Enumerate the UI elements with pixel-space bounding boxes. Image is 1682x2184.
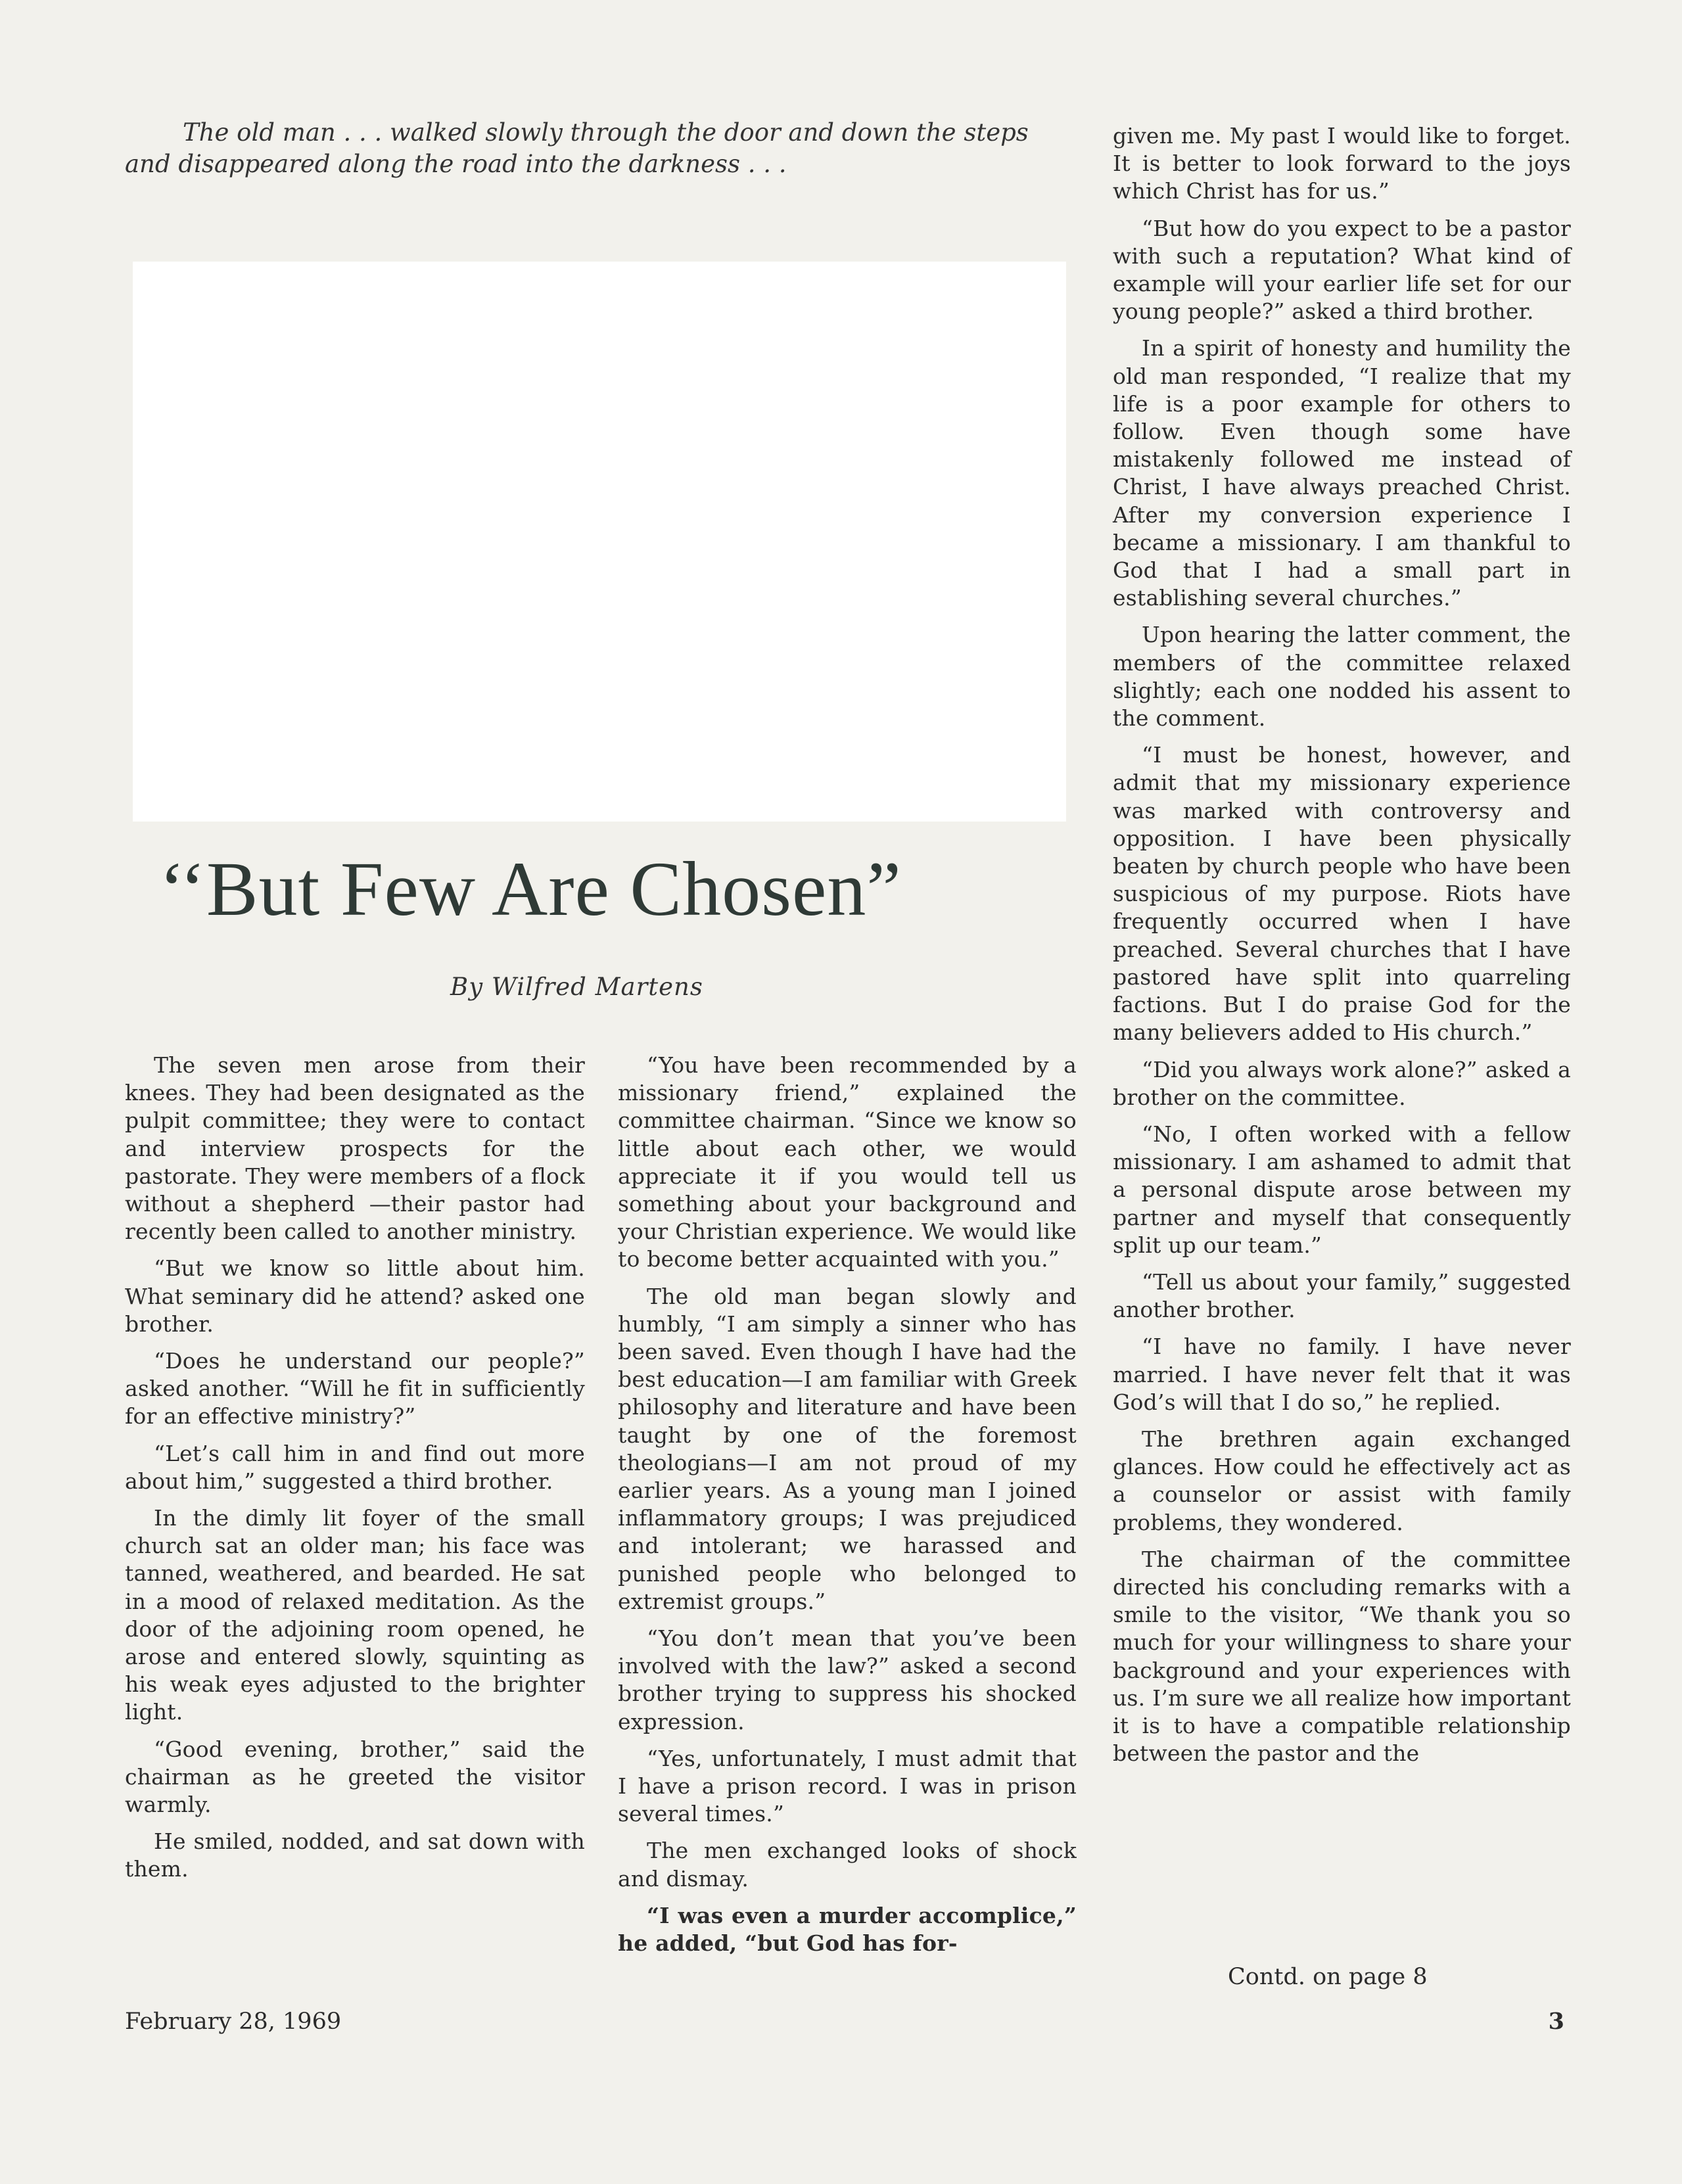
- paragraph: “You don’t mean that you’ve been involved with the law?” asked a second brother trying to suppress his shocked expression.: [618, 1625, 1077, 1734]
- caption-line-1: The old man . . . walked slowly through the door and down the steps: [183, 118, 1029, 147]
- paragraph: The men exchanged looks of shock and dismay.: [618, 1838, 1077, 1892]
- paragraph: “Does he understand our people?” asked another. “Will he fit in sufficiently for an effective ministry?”: [125, 1348, 585, 1429]
- column-2: [618, 1052, 1077, 1966]
- article-headline: ‘‘But Few Are Chosen”: [159, 846, 902, 932]
- paragraph: The brethren again exchanged glances. How could he effectively act as a counselor or assist with family problems, they wondered.: [1113, 1426, 1571, 1535]
- issue-date: February 28, 1969: [125, 2009, 342, 2035]
- column-3: [1113, 122, 1571, 1777]
- article-photo: [133, 262, 1066, 822]
- paragraph: He smiled, nodded, and sat down with them.: [125, 1828, 585, 1882]
- byline: By Wilfred Martens: [450, 973, 703, 1001]
- page-number: 3: [1548, 2008, 1564, 2035]
- paragraph: In the dimly lit foyer of the small church sat an older man; his face was tanned, weathered, and bearded. He sat in a mood of relaxed meditation. As the door of the adjoining room opened, he arose and entered slowly, squinting as his weak eyes adjusted to the brighter light.: [125, 1505, 585, 1725]
- paragraph: “But we know so little about him. What seminary did he attend? asked one brother.: [125, 1255, 585, 1337]
- paragraph: “Tell us about your family,” suggested another brother.: [1113, 1268, 1571, 1323]
- paragraph: The old man began slowly and humbly, “I am simply a sinner who has been saved. Even though I have had the best education—I am familiar with Greek philosophy and literature and have been taught by one of the foremost theologians—I am not proud of my earlier years. As a young man I joined inflammatory groups; I was prejudiced and intolerant; we harassed and punished people who belonged to extremist groups.”: [618, 1283, 1077, 1614]
- continued-notice: Contd. on page 8: [1228, 1964, 1428, 1990]
- paragraph-continued: given me. My past I would like to forget. It is better to look forward to the joys which Christ has for us.”: [1113, 123, 1571, 204]
- paragraph: In a spirit of honesty and humility the old man responded, “I realize that my life is a poor example for others to follow. Even though some have mistakenly followed me instead of Christ, I have always preached Christ. After my conversion experience I became a missionary. I am thankful to God that I had a small part in establishing several churches.”: [1113, 335, 1571, 611]
- paragraph: “I have no family. I have never married. I have never felt that it was God’s will that I do so,” he replied.: [1113, 1334, 1571, 1415]
- caption-line-2: and disappeared along the road into the darkness . . .: [125, 150, 787, 178]
- paragraph: “No, I often worked with a fellow missionary. I am ashamed to admit that a personal dispute arose between my partner and myself that consequently split up our team.”: [1113, 1121, 1571, 1258]
- paragraph: “Let’s call him in and find out more about him,” suggested a third brother.: [125, 1440, 585, 1494]
- photo-caption: [125, 117, 1085, 180]
- paragraph: “You have been recommended by a missionary friend,” explained the committee chairman. “Since we know so little about each other, we would appreciate it if you would tell us something about your background and your Christian experience. We would like to become better acquainted with you.”: [618, 1052, 1077, 1272]
- column-1: [125, 1052, 585, 1893]
- paragraph: “I must be honest, however, and admit that my missionary experience was marked with controversy and opposition. I have been physically beaten by church people who have been suspicious of my purpose. Riots have frequently occurred when I have preached. Several churches that I have pastored have split into quarreling factions. But I do praise God for the many believers added to His church.”: [1113, 742, 1571, 1046]
- paragraph: “Yes, unfortunately, I must admit that I have a prison record. I was in prison several times.”: [618, 1745, 1077, 1827]
- paragraph: “Good evening, brother,” said the chairman as he greeted the visitor warmly.: [125, 1736, 585, 1818]
- paragraph: The seven men arose from their knees. They had been designated as the pulpit committee; they were to contact and interview prospects for the pastorate. They were members of a flock without a shepherd —their pastor had recently been called to another ministry.: [125, 1052, 585, 1245]
- paragraph: “Did you always work alone?” asked a brother on the committee.: [1113, 1056, 1571, 1110]
- paragraph: “I was even a murder accomplice,” he added, “but God has for-: [618, 1902, 1077, 1957]
- paragraph: The chairman of the committee directed his concluding remarks with a smile to the visitor, “We thank you so much for your willingness to share your background and your experiences with us. I’m sure we all realize how important it is to have a compatible relationship between the pastor and the: [1113, 1546, 1571, 1767]
- paragraph: “But how do you expect to be a pastor with such a reputation? What kind of example will your earlier life set for our young people?” asked a third brother.: [1113, 215, 1571, 325]
- paragraph: Upon hearing the latter comment, the members of the committee relaxed slightly; each one nodded his assent to the comment.: [1113, 622, 1571, 732]
